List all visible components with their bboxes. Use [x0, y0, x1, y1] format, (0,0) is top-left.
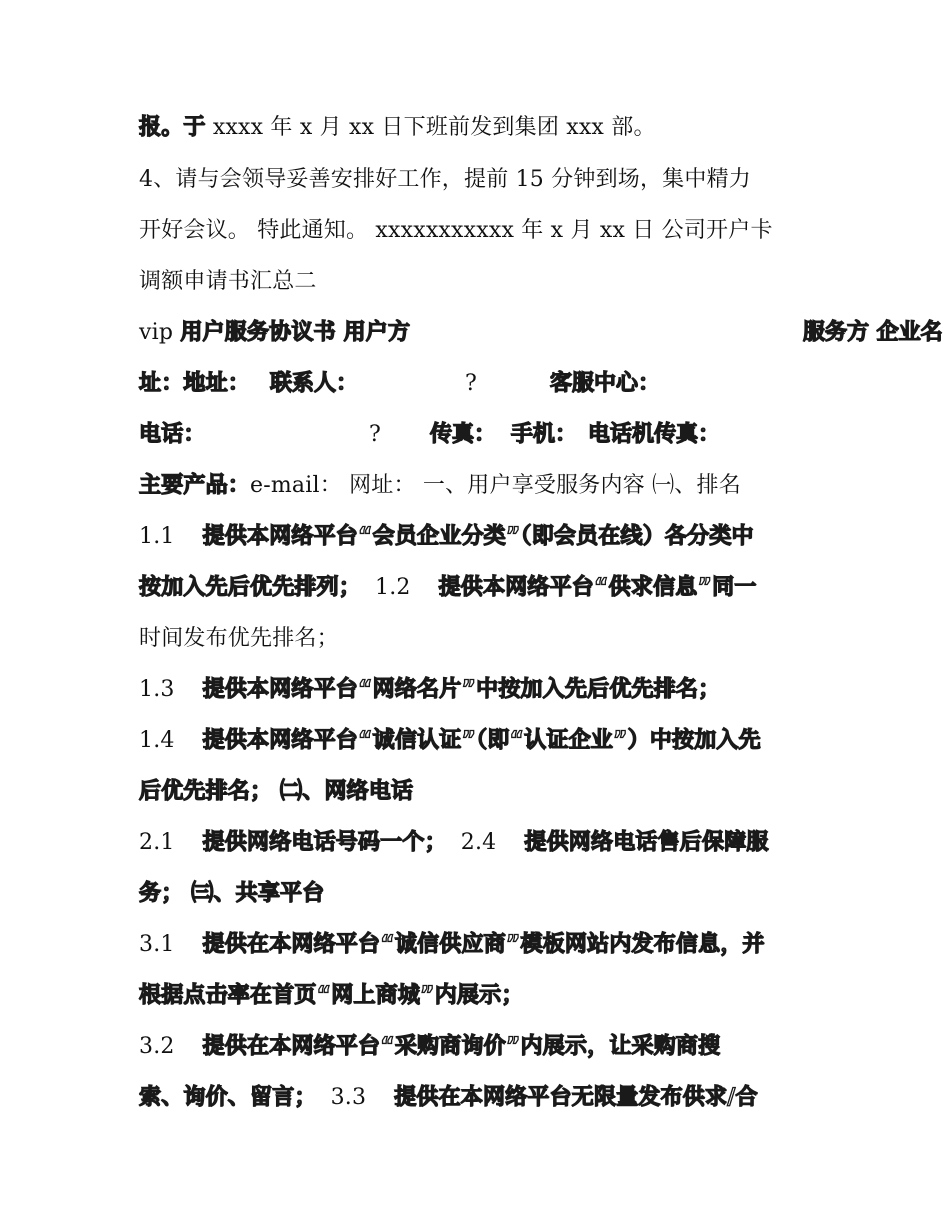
- item-number: 3.2: [139, 1034, 175, 1059]
- phone-fax-label: 电话机传真：: [588, 422, 721, 447]
- text-line-7: 电话：: [139, 422, 206, 447]
- plain-text: xxxx 年 x 月 xx 日下班前发到集团 xxx 部。: [212, 115, 656, 140]
- outlined-text: 提供网络电话售后保障服: [524, 830, 769, 855]
- outlined-text: 提供在本网络平台“诚信供应商”模板网站内发布信息，并: [202, 932, 765, 957]
- outlined-text: 于: [183, 115, 206, 140]
- outlined-text: 提供本网络平台“诚信认证”（即“认证企业”）中按加入先: [202, 728, 761, 753]
- outlined-text: 提供在本网络平台“采购商询价”内展示，让采购商搜: [202, 1034, 721, 1059]
- item-number: 1.3: [139, 677, 175, 702]
- plain-text: vip: [139, 320, 181, 345]
- outlined-text: 提供本网络平台“供求信息”同一: [438, 575, 757, 600]
- text-line-4: 调额申请书汇总二: [139, 269, 317, 294]
- text-line-8: [139, 466, 741, 506]
- item-number: 3.3: [330, 1085, 367, 1110]
- fax-label: 传真：: [430, 422, 497, 447]
- item-number: 1.4: [139, 728, 175, 753]
- plain-text: e-mail： 网址： 一、用户享受服务内容 ㈠、排名: [250, 473, 741, 498]
- item-number: 1.1: [139, 524, 175, 549]
- text-line-20: [139, 1078, 758, 1118]
- text-line-3: 开好会议。 特此通知。 xxxxxxxxxxx 年 x 月 xx 日 公司开户卡: [139, 218, 773, 243]
- item-number: 1.2: [375, 575, 411, 600]
- outlined-text: 提供网络电话号码一个；: [202, 830, 447, 855]
- text-line-17: [139, 925, 765, 965]
- outlined-text: 提供本网络平台“网络名片”中按加入先后优先排名；: [202, 677, 721, 702]
- outlined-text: 报。: [139, 115, 184, 140]
- outlined-text: 用户服务协议书 用户方: [180, 320, 411, 345]
- text-line-14: 后优先排名； ㈡、网络电话: [139, 779, 414, 804]
- text-line-2: 4、请与会领导妥善安排好工作，提前 15 分钟到场，集中精力: [139, 167, 751, 192]
- question-mark: ?: [369, 422, 381, 447]
- item-number: 2.4: [460, 830, 497, 855]
- item-number: 3.1: [139, 932, 175, 957]
- text-line-5: [139, 313, 410, 353]
- text-line-1: [139, 108, 656, 148]
- text-line-11: 时间发布优先排名；: [139, 626, 339, 651]
- text-line-9: [139, 517, 754, 557]
- text-line-12: [139, 670, 720, 710]
- outlined-text: 提供本网络平台“会员企业分类”（即会员在线）各分类中: [202, 524, 754, 549]
- text-line-6: 址：地址：: [139, 371, 251, 396]
- mobile-label: 手机：: [511, 422, 578, 447]
- outlined-text: 按加入先后优先排列；: [139, 575, 362, 600]
- outlined-text: 提供在本网络平台无限量发布供求/合: [394, 1085, 758, 1110]
- text-line-19: [139, 1027, 720, 1067]
- text-line-10: [139, 568, 757, 608]
- question-mark: ?: [465, 371, 477, 396]
- outlined-text: 主要产品：: [139, 473, 251, 498]
- text-line-18: 根据点击率在首页“网上商城”内展示；: [139, 983, 524, 1008]
- contact-label: 联系人：: [270, 371, 359, 396]
- text-line-15: [139, 823, 769, 863]
- item-number: 2.1: [139, 830, 175, 855]
- service-center-label: 客服中心：: [550, 371, 661, 396]
- outlined-text: 索、询价、留言；: [139, 1085, 317, 1110]
- service-provider-label: 服务方 企业名: [803, 320, 943, 345]
- text-line-13: [139, 721, 761, 761]
- text-line-16: 务； ㈢、共享平台: [139, 881, 325, 906]
